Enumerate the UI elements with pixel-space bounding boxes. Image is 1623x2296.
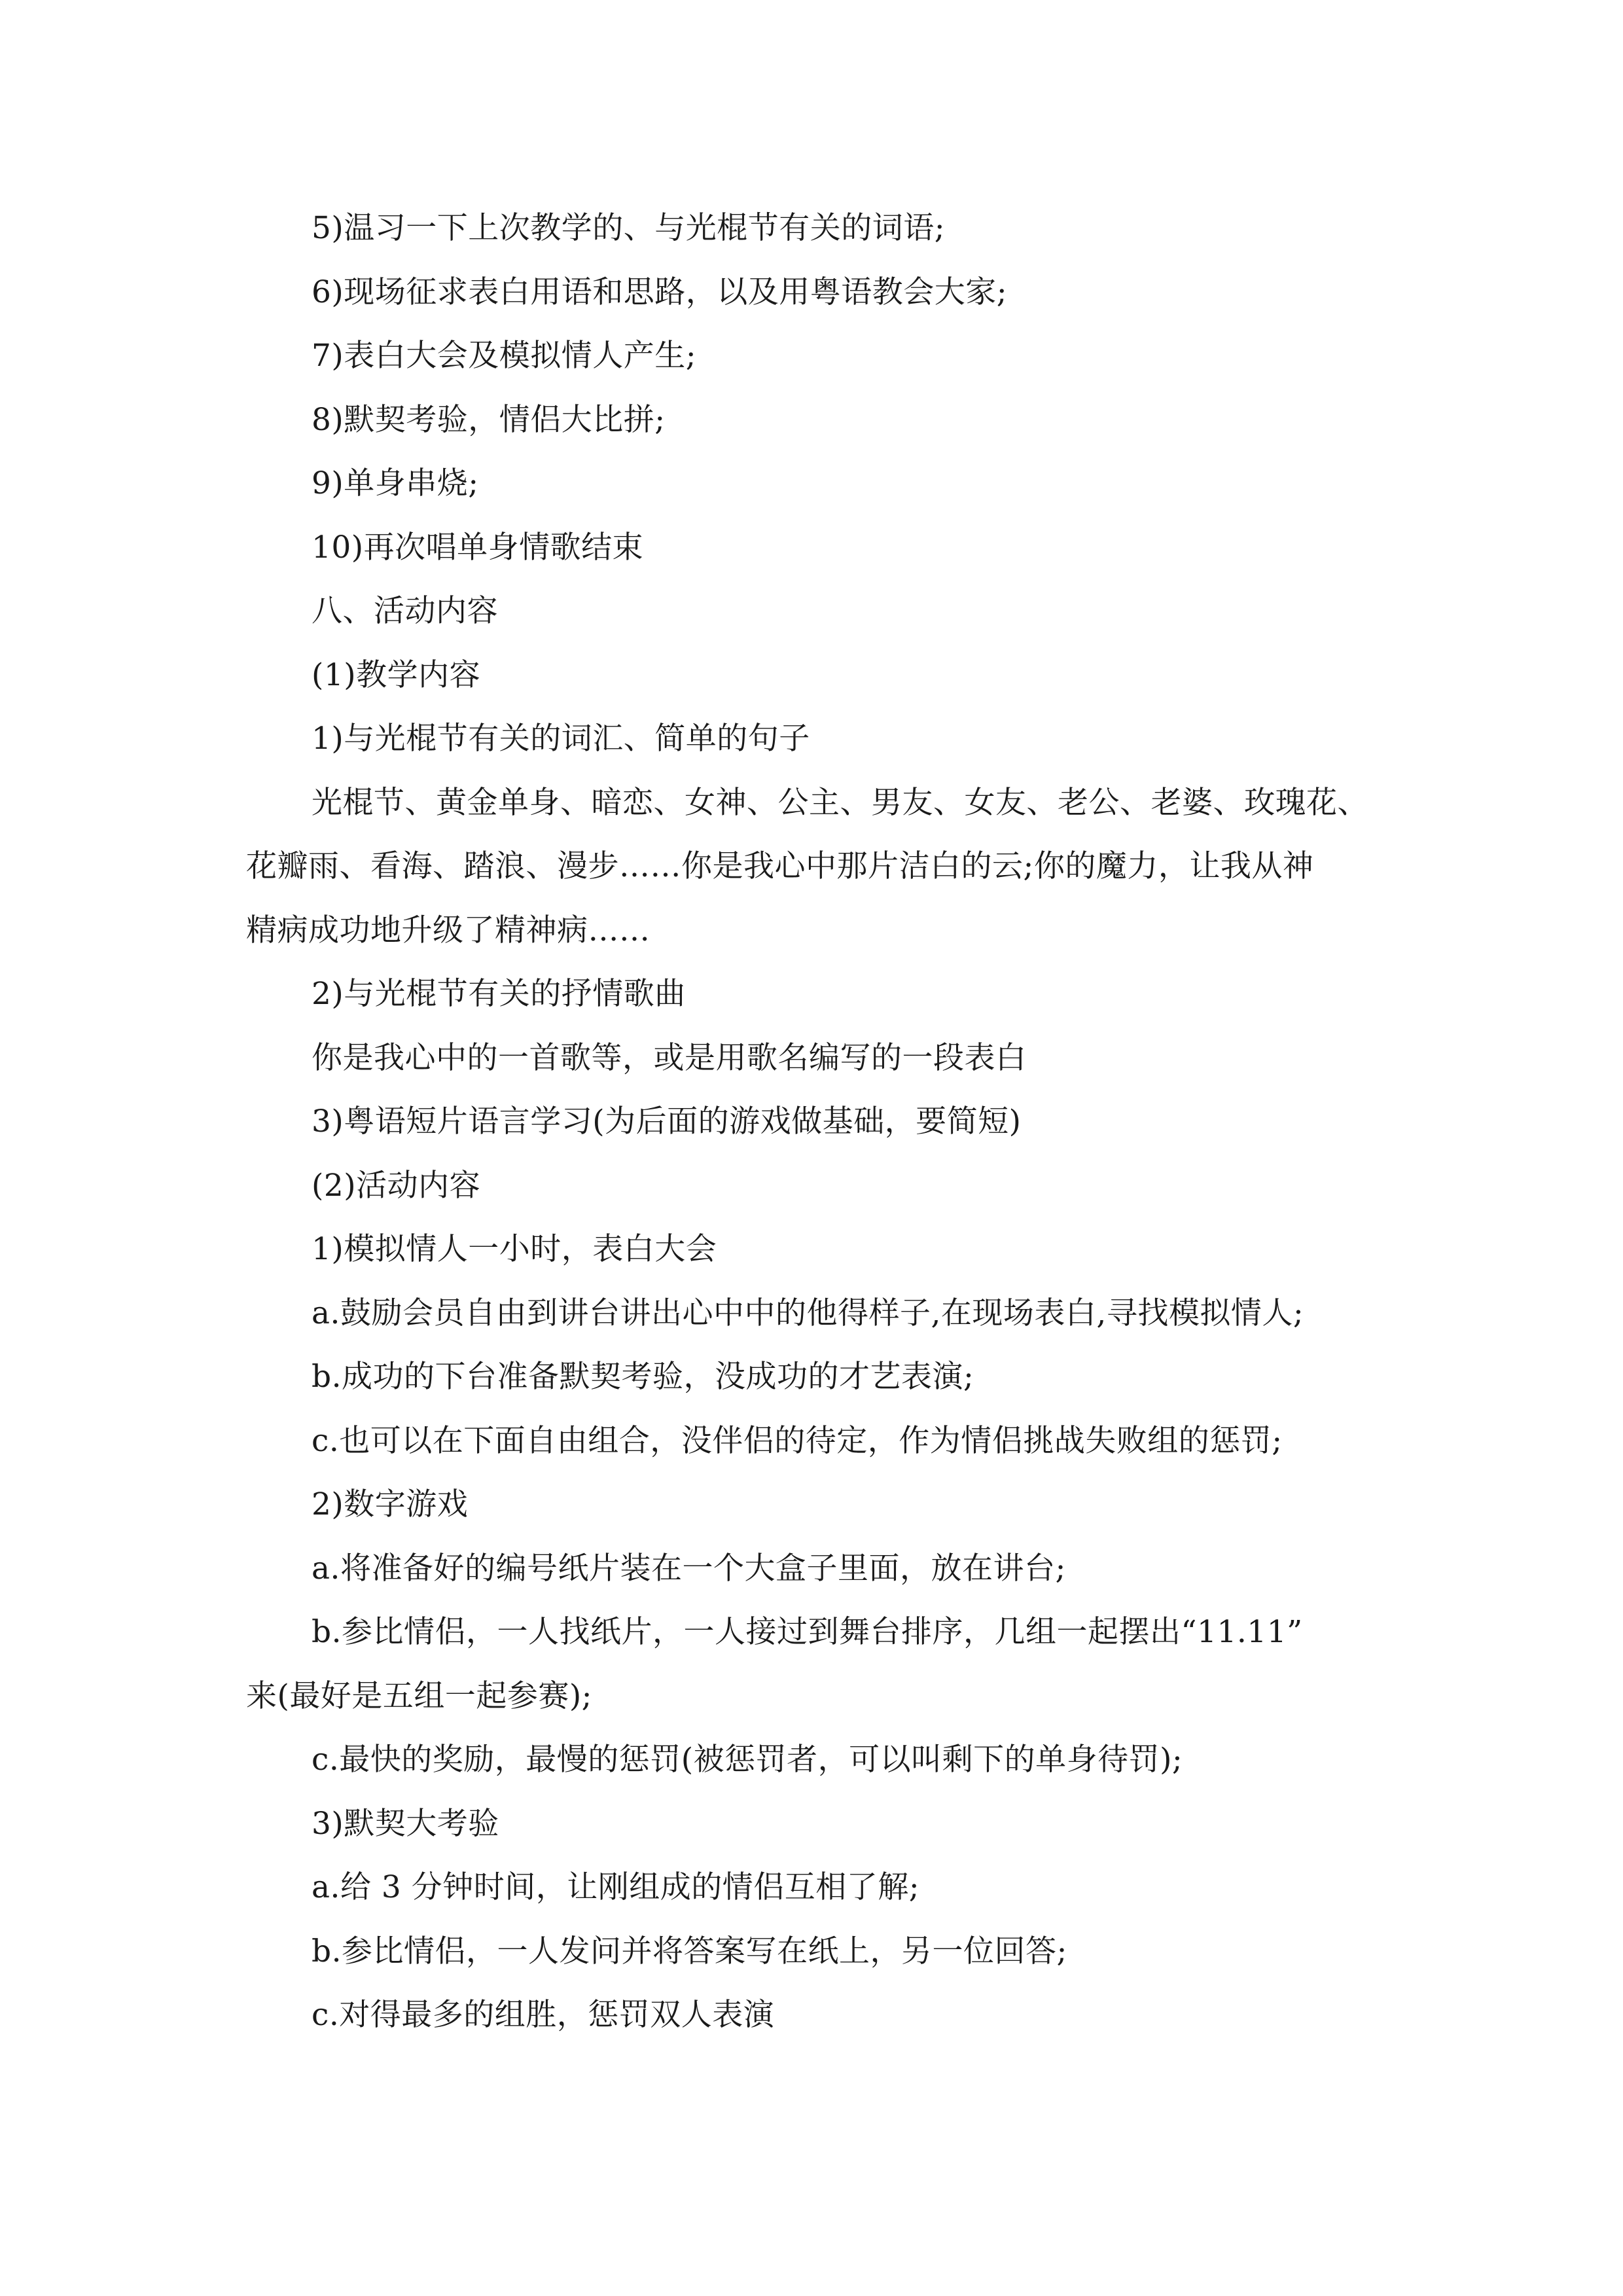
text-line: 1)模拟情人一小时，表白大会 <box>312 1231 717 1267</box>
text-line: 10)再次唱单身情歌结束 <box>312 529 644 565</box>
text-line: a.鼓励会员自由到讲台讲出心中中的他得样子,在现场表白,寻找模拟情人; <box>312 1295 1304 1331</box>
subsection-heading: (2)活动内容 <box>312 1167 481 1204</box>
text-line: 3)默契大考验 <box>312 1805 499 1842</box>
text-line: a.将准备好的编号纸片装在一个大盒子里面，放在讲台; <box>312 1550 1066 1587</box>
text-line: b.参比情侣，一人发问并将答案写在纸上，另一位回答; <box>312 1933 1067 1969</box>
text-line: c.对得最多的组胜，惩罚双人表演 <box>312 1997 775 2033</box>
subsection-heading: (1)教学内容 <box>312 656 481 693</box>
text-line: b.成功的下台准备默契考验，没成功的才艺表演; <box>312 1359 974 1395</box>
text-line: c.也可以在下面自由组合，没伴侣的待定，作为情侣挑战失败组的惩罚; <box>312 1422 1283 1459</box>
text-line: 2)数字游戏 <box>312 1486 469 1522</box>
text-line: 你是我心中的一首歌等，或是用歌名编写的一段表白 <box>312 1039 1027 1076</box>
text-line: 7)表白大会及模拟情人产生; <box>312 338 697 374</box>
text-line: 精病成功地升级了精神病…… <box>246 912 651 948</box>
text-line: 来(最好是五组一起参赛); <box>246 1677 593 1714</box>
text-line: 8)默契考验，情侣大比拼; <box>312 401 666 438</box>
text-line: a.给 3 分钟时间，让刚组成的情侣互相了解; <box>312 1869 920 1905</box>
text-line: 3)粤语短片语言学习(为后面的游戏做基础，要简短) <box>312 1103 1022 1139</box>
text-line: c.最快的奖励，最慢的惩罚(被惩罚者，可以叫剩下的单身待罚); <box>312 1742 1183 1778</box>
text-line: b.参比情侣，一人找纸片，一人接过到舞台排序，几组一起摆出“11.11” <box>312 1614 1303 1650</box>
text-line: 6)现场征求表白用语和思路，以及用粤语教会大家; <box>312 274 1008 310</box>
text-line: 光棍节、黄金单身、暗恋、女神、公主、男友、女友、老公、老婆、玫瑰花、 <box>312 784 1368 821</box>
text-line: 2)与光棍节有关的抒情歌曲 <box>312 976 686 1012</box>
text-line: 花瓣雨、看海、踏浪、漫步……你是我心中那片洁白的云;你的魔力，让我从神 <box>246 848 1314 884</box>
text-line: 9)单身串烧; <box>312 465 479 501</box>
text-line: 1)与光棍节有关的词汇、简单的句子 <box>312 721 810 757</box>
document-body <box>246 196 1378 2047</box>
section-heading: 八、活动内容 <box>312 593 498 629</box>
text-line: 5)温习一下上次教学的、与光棍节有关的词语; <box>312 210 946 246</box>
